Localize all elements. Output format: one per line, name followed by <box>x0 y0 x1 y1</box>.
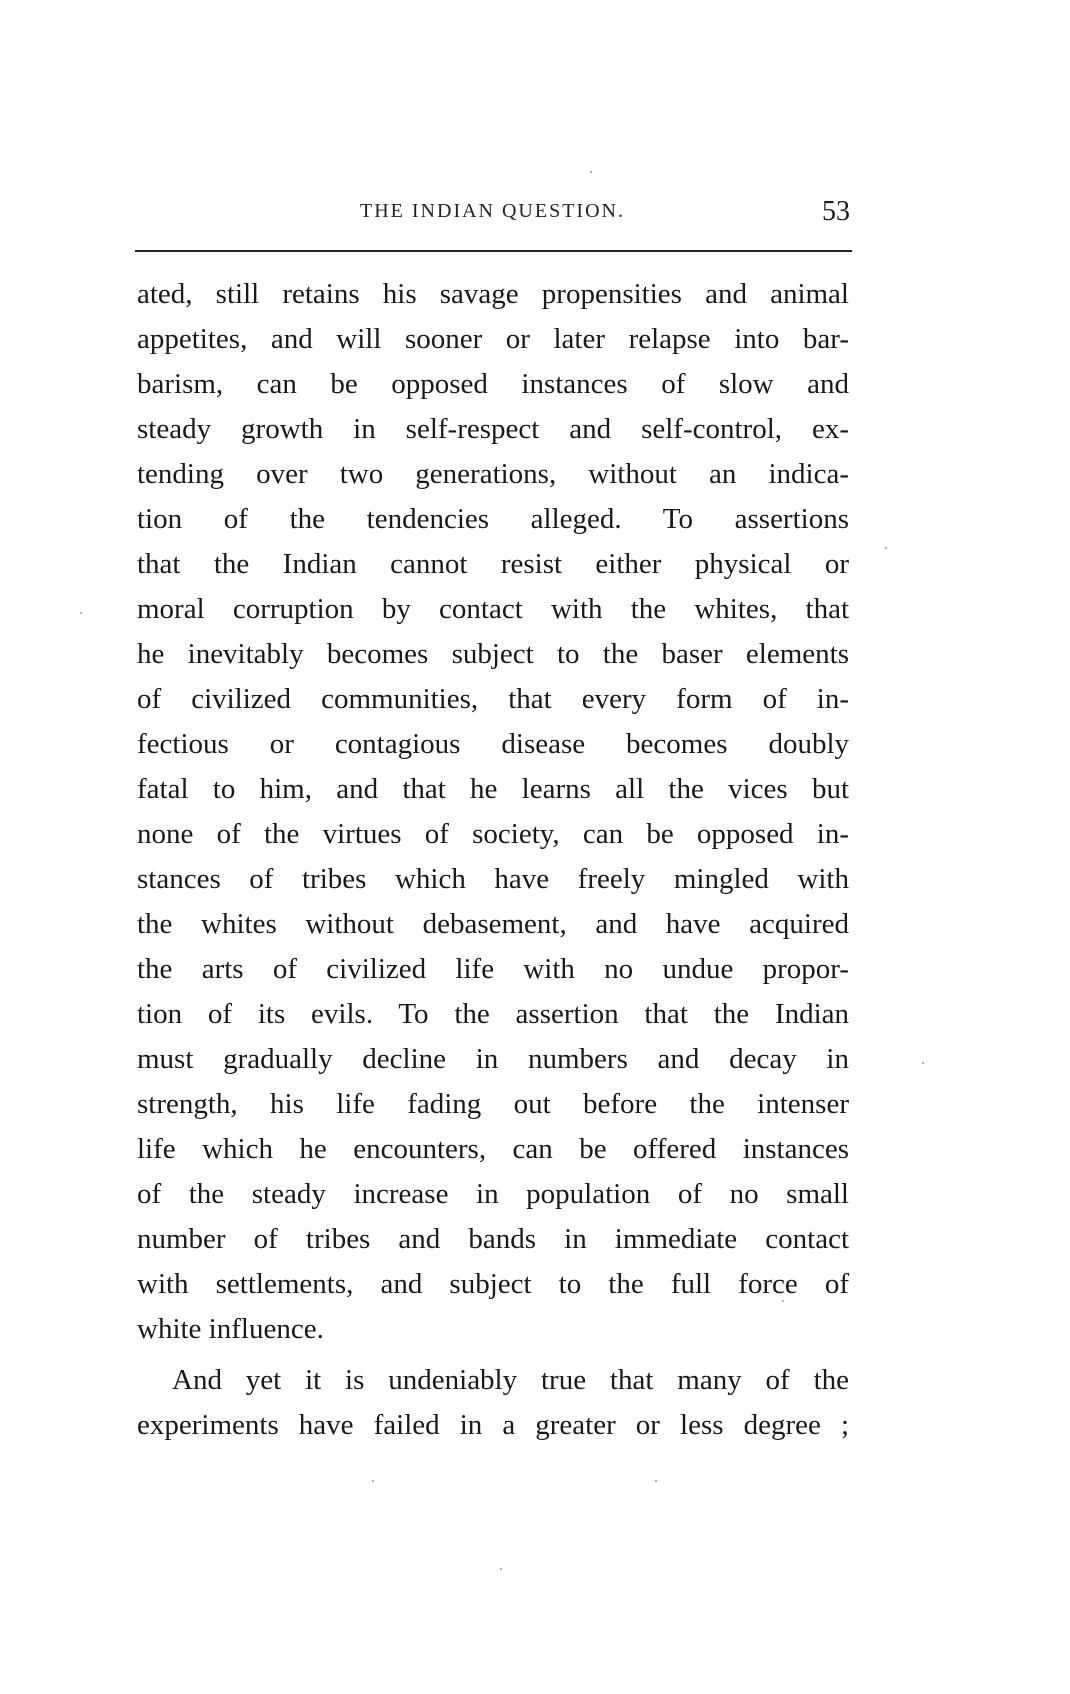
text-line: with settlements, and subject to the full force of <box>137 1268 849 1300</box>
text-line: white influence. <box>137 1313 324 1345</box>
text-line: appetites, and will sooner or later relapse into bar- <box>137 323 849 355</box>
paragraph-1 <box>137 272 849 1352</box>
scan-speck <box>80 612 82 614</box>
scan-speck <box>590 171 592 173</box>
running-head <box>135 196 850 230</box>
paragraph-2 <box>137 1358 849 1448</box>
scan-speck <box>782 1300 784 1302</box>
text-line: must gradually decline in numbers and decay in <box>137 1043 849 1075</box>
running-title: THE INDIAN QUESTION. <box>360 200 625 222</box>
text-line: And yet it is undeniably true that many of the <box>172 1364 849 1396</box>
page-number: 53 <box>822 196 850 227</box>
text-line: experiments have failed in a greater or less degree ; <box>137 1409 849 1441</box>
text-line: life which he encounters, can be offered instances <box>137 1133 849 1165</box>
text-line: steady growth in self-respect and self-control, ex- <box>137 413 849 445</box>
text-line: none of the virtues of society, can be opposed in- <box>137 818 849 850</box>
text-line: number of tribes and bands in immediate contact <box>137 1223 849 1255</box>
text-line: of civilized communities, that every form of in- <box>137 683 849 715</box>
text-line: strength, his life fading out before the intenser <box>137 1088 849 1120</box>
text-line: tion of its evils. To the assertion that the Indian <box>137 998 849 1030</box>
scan-speck <box>922 1062 924 1064</box>
text-line: tion of the tendencies alleged. To assertions <box>137 503 849 535</box>
text-line: the whites without debasement, and have acquired <box>137 908 849 940</box>
text-line: fectious or contagious disease becomes doubly <box>137 728 849 760</box>
text-line: fatal to him, and that he learns all the vices but <box>137 773 849 805</box>
text-line: stances of tribes which have freely mingled with <box>137 863 849 895</box>
text-line: tending over two generations, without an indica- <box>137 458 849 490</box>
text-line: the arts of civilized life with no undue propor- <box>137 953 849 985</box>
text-line: he inevitably becomes subject to the baser elements <box>137 638 849 670</box>
text-line: ated, still retains his savage propensities and animal <box>137 278 849 310</box>
text-line: moral corruption by contact with the whites, that <box>137 593 849 625</box>
scan-speck <box>500 1568 502 1570</box>
scan-speck <box>655 1480 657 1482</box>
scan-speck <box>885 547 887 549</box>
body-text <box>137 272 849 1448</box>
text-line: of the steady increase in population of no small <box>137 1178 849 1210</box>
text-line: barism, can be opposed instances of slow and <box>137 368 849 400</box>
text-line: that the Indian cannot resist either physical or <box>137 548 849 580</box>
header-rule <box>135 250 852 252</box>
scan-speck <box>372 1480 374 1482</box>
